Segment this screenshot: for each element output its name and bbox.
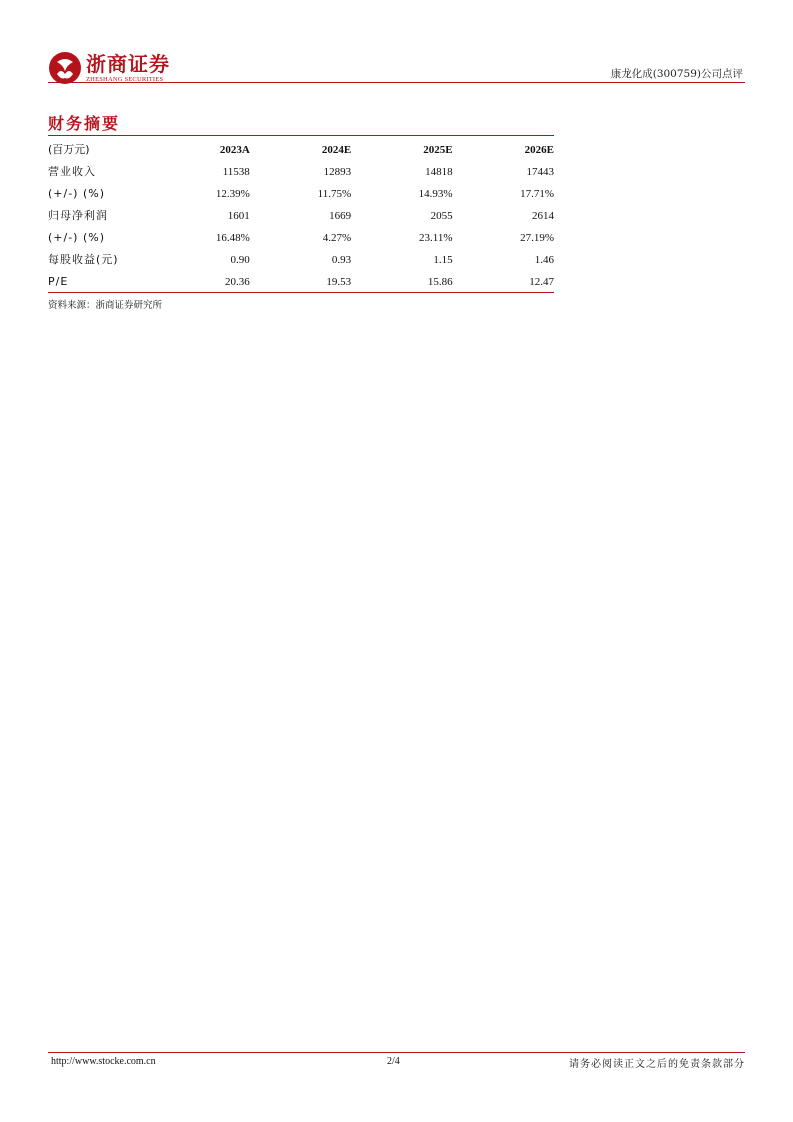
header-divider xyxy=(48,82,745,83)
table-cell: 14818 xyxy=(425,166,453,178)
table-cell: 11.75% xyxy=(317,188,352,200)
table-cell: 1669 xyxy=(329,210,352,222)
table-cell: 17.71% xyxy=(520,188,554,200)
table-cell: 16.48% xyxy=(215,232,250,244)
footer-divider xyxy=(48,1052,745,1053)
table-cell: 12893 xyxy=(323,166,352,178)
brand-name-en: ZHESHANG SECURITIES xyxy=(86,76,164,83)
section-title: 财务摘要 xyxy=(48,114,121,133)
financial-summary-table xyxy=(48,139,554,293)
row-label: 营业收入 xyxy=(48,165,96,178)
table-cell: 15.86 xyxy=(427,276,453,288)
document-title: 康龙化成(300759)公司点评 xyxy=(610,68,743,80)
brand-name: 浙商证券 xyxy=(86,52,170,76)
row-label: (+/-) (%) xyxy=(48,187,106,200)
table-cell: 1.46 xyxy=(534,254,554,266)
table-cell: 23.11% xyxy=(419,232,453,244)
table-header-row xyxy=(48,139,554,161)
table-cell: 0.90 xyxy=(230,254,250,266)
table-row xyxy=(48,161,554,183)
table-cell: 17443 xyxy=(526,166,554,178)
section-divider xyxy=(48,135,554,136)
column-header: 2025E xyxy=(423,144,453,156)
row-label: 归母净利润 xyxy=(48,209,108,222)
table-cell: 20.36 xyxy=(225,276,250,288)
table-row xyxy=(48,205,554,227)
table-row xyxy=(48,227,554,249)
table-cell: 2614 xyxy=(532,210,554,222)
column-header: 2024E xyxy=(321,144,352,156)
table-cell: 11538 xyxy=(222,166,250,178)
row-label: P/E xyxy=(48,275,69,288)
table-cell: 4.27% xyxy=(322,232,352,244)
table-row xyxy=(48,249,554,271)
table-source: 资料来源：浙商证券研究所 xyxy=(48,300,163,311)
table-cell: 27.19% xyxy=(520,232,554,244)
website-link[interactable]: http://www.stocke.com.cn xyxy=(51,1056,156,1067)
row-label: (+/-) (%) xyxy=(48,231,106,244)
page-number: 2/4 xyxy=(387,1056,400,1067)
table-cell: 14.93% xyxy=(418,188,453,200)
table-cell: 0.93 xyxy=(331,254,352,266)
zheshang-logo-icon xyxy=(48,51,82,85)
table-cell: 1.15 xyxy=(433,254,453,266)
table-cell: 2055 xyxy=(430,210,453,222)
table-cell: 12.39% xyxy=(215,188,250,200)
table-cell: 12.47 xyxy=(529,276,554,288)
table-row xyxy=(48,271,554,293)
row-label: 每股收益(元) xyxy=(48,253,119,266)
table-cell: 1601 xyxy=(227,210,250,222)
table-row xyxy=(48,183,554,205)
page-header xyxy=(48,46,745,86)
disclaimer-note: 请务必阅读正文之后的免责条款部分 xyxy=(569,1059,745,1070)
table-divider xyxy=(48,292,554,293)
table-cell: 19.53 xyxy=(326,276,352,288)
column-header: 2026E xyxy=(524,144,554,156)
unit-label: (百万元) xyxy=(48,143,90,156)
column-header: 2023A xyxy=(219,144,250,156)
